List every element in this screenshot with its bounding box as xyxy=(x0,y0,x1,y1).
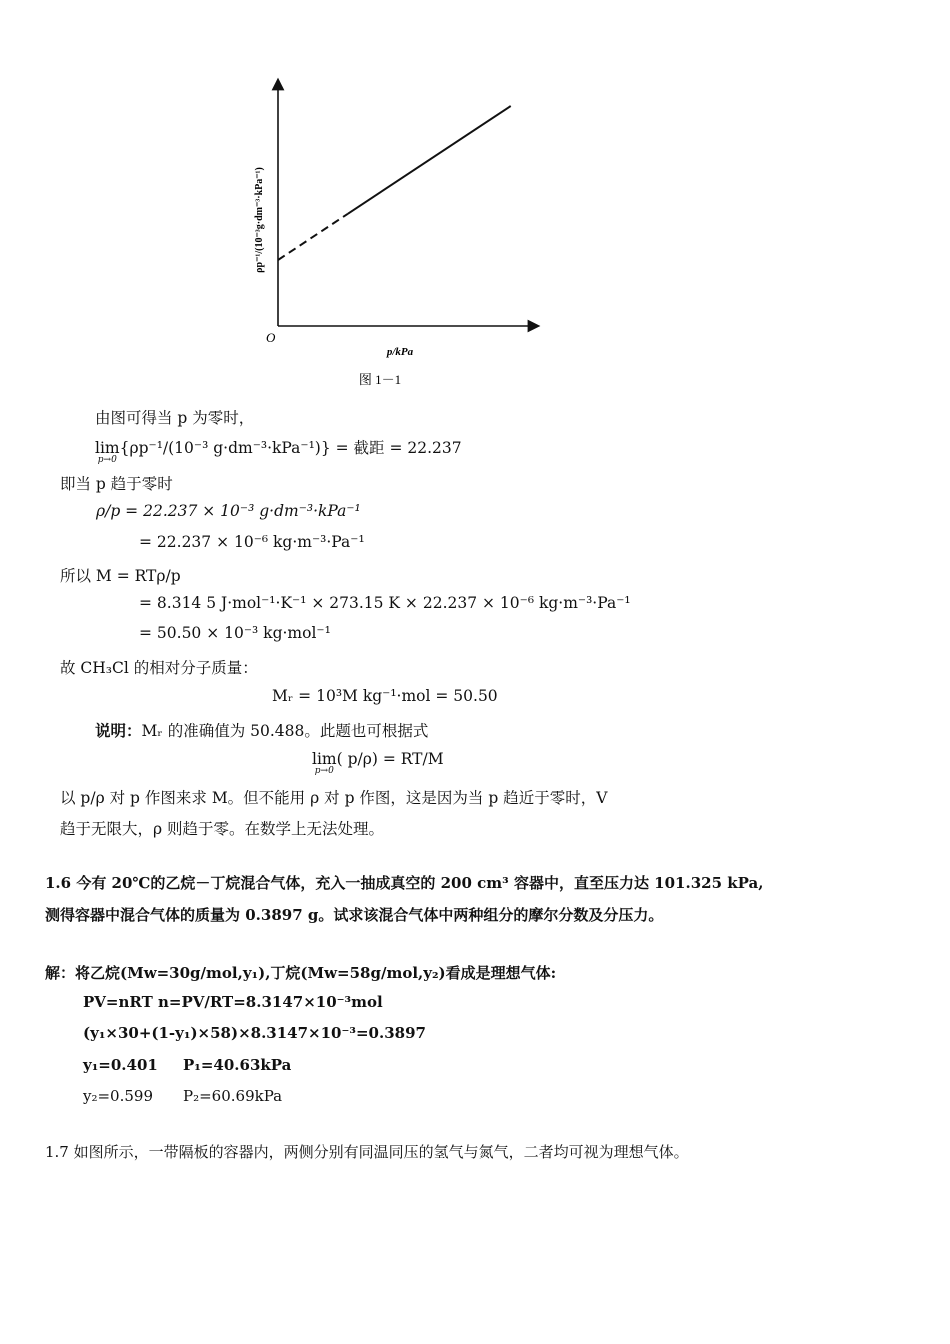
answer-1-6-line-3: (y₁×30+(1-y₁)×58)×8.3147×10⁻³=0.3897 xyxy=(83,1024,426,1042)
answer-1-6-y2: y₂=0.599 xyxy=(83,1087,153,1105)
sol-line-3: 即当 p 趋于零时 xyxy=(60,475,173,493)
sol-line-5: = 22.237 × 10⁻⁶ kg·m⁻³·Pa⁻¹ xyxy=(139,533,365,551)
sol-line-14: 趋于无限大，ρ 则趋于零。在数学上无法处理。 xyxy=(60,820,385,838)
note-label: 说明： xyxy=(95,721,142,740)
limit-operator-2: lim p→0 xyxy=(312,750,337,776)
sol-line-13: 以 p/ρ 对 p 作图来求 M。但不能用 ρ 对 p 作图，这是因为当 p 趋近于零时，V xyxy=(60,789,608,807)
sol-line-2-expr: {ρp⁻¹/(10⁻³ g·dm⁻³·kPa⁻¹)} = 截距 = 22.237 xyxy=(119,439,462,457)
answer-1-6-line-2: PV=nRT n=PV/RT=8.3147×10⁻³mol xyxy=(83,993,383,1011)
answer-1-6-p2: P₂=60.69kPa xyxy=(183,1087,283,1105)
origin-label: O xyxy=(266,330,276,345)
sol-line-1: 由图可得当 p 为零时， xyxy=(95,409,255,427)
answer-1-6-y1: y₁=0.401 xyxy=(83,1056,158,1074)
question-1-7-line-1: 1.7 如图所示，一带隔板的容器内，两侧分别有同温同压的氢气与氮气，二者均可视为理想气体。 xyxy=(45,1143,689,1161)
figure-caption: 图 1－1 xyxy=(358,372,402,387)
x-axis-label: p/kPa xyxy=(386,346,414,358)
sol-line-9: 故 CH₃Cl 的相对分子质量： xyxy=(60,659,258,677)
answer-1-6-line-1: 解：将乙烷(Mw=30g/mol,y₁),丁烷(Mw=58g/mol,y₂)看成是理想气体: xyxy=(45,964,557,982)
question-1-6-line-2: 测得容器中混合气体的质量为 0.3897 g。试求该混合气体中两种组分的摩尔分数及分压力。 xyxy=(45,906,664,924)
sol-line-7: = 8.314 5 J·mol⁻¹·K⁻¹ × 273.15 K × 22.237 × 10⁻⁶ kg·m⁻³·Pa⁻¹ xyxy=(139,594,631,612)
sol-line-12-expr: ( p/ρ) = RT/M xyxy=(336,750,444,768)
limit-operator: lim p→0 xyxy=(95,439,120,465)
note-text: Mᵣ 的准确值为 50.488。此题也可根据式 xyxy=(141,722,429,740)
question-1-6-line-1: 1.6 今有 20℃的乙烷－丁烷混合气体，充入一抽成真空的 200 cm³ 容器中，直至压力达 101.325 kPa, xyxy=(45,874,764,892)
sol-line-11 xyxy=(95,719,428,741)
answer-1-6-p1: P₁=40.63kPa xyxy=(183,1056,292,1074)
y-axis-label: ρp⁻¹/(10⁻³g·dm⁻³·kPa⁻¹) xyxy=(254,167,265,273)
sol-line-10: Mᵣ = 10³M kg⁻¹·mol = 50.50 xyxy=(272,687,498,705)
sol-line-2 xyxy=(95,436,462,466)
sol-line-8: = 50.50 × 10⁻³ kg·mol⁻¹ xyxy=(139,624,331,642)
sol-line-6: 所以 M = RTρ/p xyxy=(60,567,181,585)
figure-1-1-chart xyxy=(240,70,560,390)
sol-line-12 xyxy=(312,750,444,777)
series-line-extrapolated xyxy=(278,214,348,260)
series-line-measured xyxy=(348,106,511,214)
sol-line-4: ρ/p = 22.237 × 10⁻³ g·dm⁻³·kPa⁻¹ xyxy=(96,502,361,520)
